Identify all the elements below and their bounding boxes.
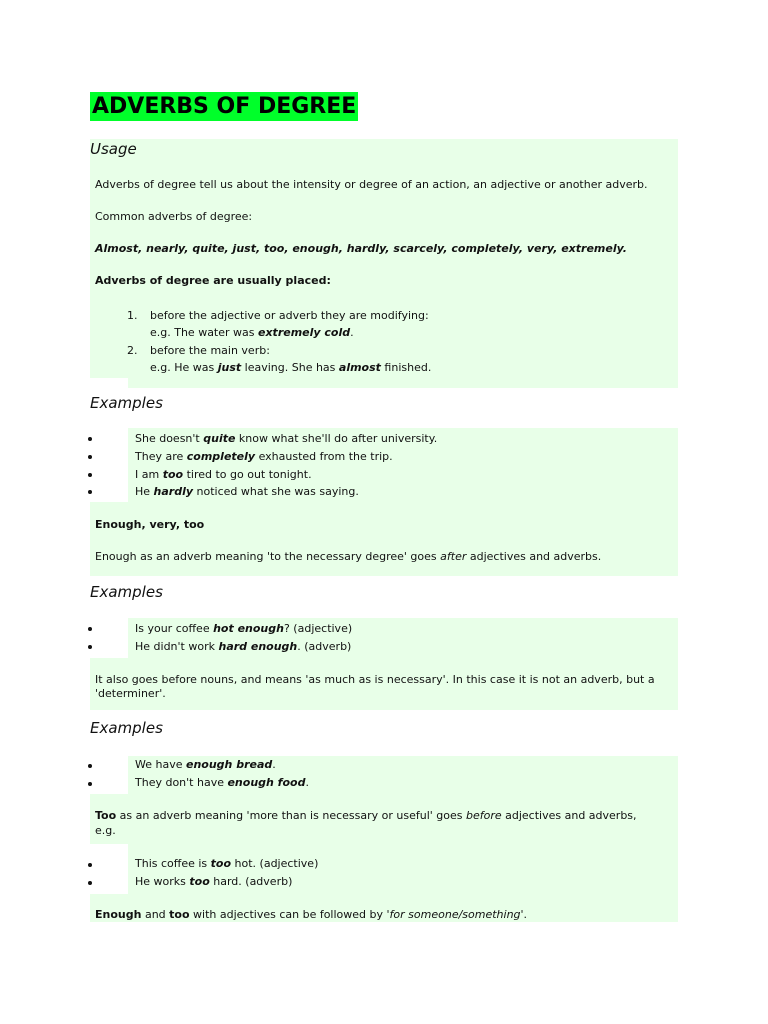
panel-gap xyxy=(90,576,678,618)
panel-gap xyxy=(90,618,128,658)
usage-paragraph-1: Adverbs of degree tell us about the intensity or degree of an action, an adjective or another adverb. xyxy=(95,178,648,191)
list-item: He didn't work hard enough. (adverb) xyxy=(135,640,352,653)
list-item: Is your coffee hot enough? (adjective) xyxy=(135,622,353,635)
examples-heading: Examples xyxy=(90,583,163,601)
list-item: She doesn't quite know what she'll do after university. xyxy=(135,432,438,445)
section-heading: Enough, very, too xyxy=(95,518,205,531)
bullet-icon xyxy=(88,627,92,631)
adverb-list: Almost, nearly, quite, just, too, enough, hardly, scarcely, completely, very, extremely. xyxy=(95,242,627,255)
list-number: 1. xyxy=(127,309,138,322)
examples-heading: Examples xyxy=(90,719,163,737)
list-example: e.g. He was just leaving. She has almost finished. xyxy=(150,361,432,374)
list-item: before the main verb: xyxy=(150,344,270,357)
list-item: before the adjective or adverb they are modifying: xyxy=(150,309,429,322)
bullet-icon xyxy=(88,473,92,477)
page-title: ADVERBS OF DEGREE xyxy=(92,94,357,119)
list-item: He works too hard. (adverb) xyxy=(135,875,293,888)
panel-gap xyxy=(90,388,678,428)
final-paragraph: Enough and too with adjectives can be followed by 'for someone/something'. xyxy=(95,908,528,921)
list-item: We have enough bread. xyxy=(135,758,276,771)
panel-gap xyxy=(90,756,128,794)
bullet-icon xyxy=(88,455,92,459)
list-example: e.g. The water was extremely cold. xyxy=(150,326,354,339)
bullet-icon xyxy=(88,645,92,649)
examples-heading: Examples xyxy=(90,394,163,412)
panel-gap xyxy=(90,844,128,894)
list-item: He hardly noticed what she was saying. xyxy=(135,485,359,498)
bullet-icon xyxy=(88,764,92,768)
enough-paragraph: Enough as an adverb meaning 'to the necessary degree' goes after adjectives and adverbs. xyxy=(95,550,602,563)
bullet-icon xyxy=(88,490,92,494)
bullet-icon xyxy=(88,437,92,441)
panel-gap xyxy=(90,428,128,502)
bullet-icon xyxy=(88,863,92,867)
bullet-icon xyxy=(88,782,92,786)
list-item: I am too tired to go out tonight. xyxy=(135,468,312,481)
list-item: They don't have enough food. xyxy=(135,776,309,789)
list-number: 2. xyxy=(127,344,138,357)
usage-heading: Usage xyxy=(90,140,137,158)
list-item: This coffee is too hot. (adjective) xyxy=(135,857,319,870)
determiner-line-1: It also goes before nouns, and means 'as much as is necessary'. In this case it is not an adverb, but a xyxy=(95,673,655,686)
placement-heading: Adverbs of degree are usually placed: xyxy=(95,274,331,287)
too-paragraph: Too as an adverb meaning 'more than is necessary or useful' goes before adjectives and adverbs, xyxy=(95,809,637,822)
too-paragraph-eg: e.g. xyxy=(95,824,116,837)
usage-paragraph-2: Common adverbs of degree: xyxy=(95,210,253,223)
bullet-icon xyxy=(88,881,92,885)
list-item: They are completely exhausted from the trip. xyxy=(135,450,393,463)
panel-gap xyxy=(90,710,678,756)
determiner-line-2: 'determiner'. xyxy=(95,687,166,700)
